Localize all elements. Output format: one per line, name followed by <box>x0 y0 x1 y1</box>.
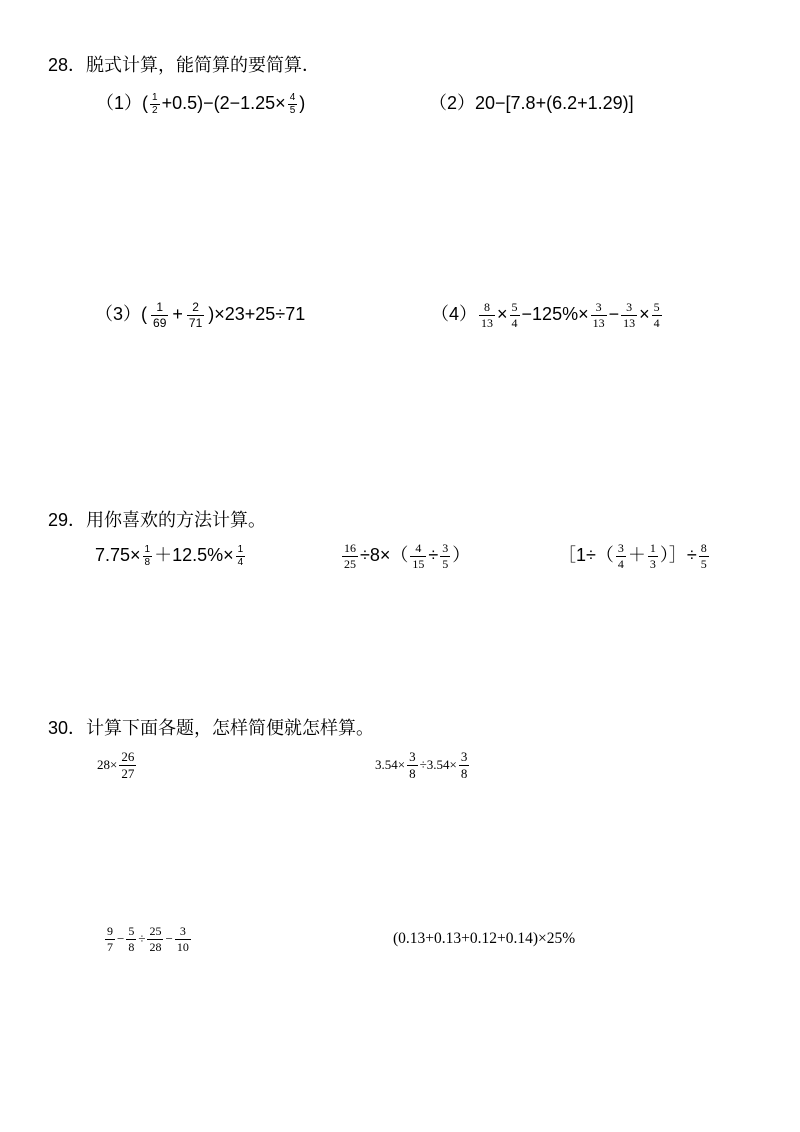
question-instruction: 计算下面各题，怎样简便就怎样算。 <box>86 718 375 738</box>
fraction <box>151 300 168 330</box>
q29-expression-2 <box>340 536 470 576</box>
question-number: 30． <box>48 718 87 738</box>
fraction-numerator: 3 <box>617 541 624 556</box>
fraction <box>288 92 298 117</box>
fraction-denominator: 8 <box>460 765 468 781</box>
fraction-numerator: 2 <box>187 300 204 315</box>
fraction-numerator: 4 <box>289 91 296 103</box>
fraction <box>440 541 450 571</box>
fraction <box>591 300 607 330</box>
fraction-denominator: 5 <box>289 104 296 116</box>
fraction-denominator: 13 <box>623 315 636 330</box>
fraction-denominator: 5 <box>700 556 707 571</box>
fraction-numerator: 8 <box>700 541 707 556</box>
fraction-denominator: 71 <box>188 315 203 330</box>
fraction <box>119 749 136 781</box>
expression-text: −125%× <box>521 304 589 325</box>
expression-text: 28× <box>97 757 118 773</box>
fraction <box>652 300 662 330</box>
fraction <box>621 300 637 330</box>
expression-text: ）］÷ <box>659 545 697 566</box>
q29-expression-1 <box>95 536 247 576</box>
expression-text: ) <box>299 93 306 114</box>
fraction-denominator: 13 <box>481 315 494 330</box>
fraction-numerator: 1 <box>151 300 168 315</box>
expression-text: − <box>608 304 620 325</box>
fraction <box>105 924 115 954</box>
fraction-numerator: 8 <box>479 300 495 315</box>
fraction <box>699 541 709 571</box>
fraction-denominator: 25 <box>344 556 356 571</box>
question-29-heading <box>48 508 266 532</box>
fraction <box>342 541 358 571</box>
item-label: （2） <box>429 93 476 114</box>
item-label: （1） <box>96 93 143 114</box>
expression-text: 20−[7.8+(6.2+1.29)] <box>475 93 634 114</box>
fraction-denominator: 8 <box>144 556 151 568</box>
fraction <box>407 749 418 781</box>
fraction <box>126 924 136 954</box>
fraction <box>147 924 163 954</box>
question-instruction: 用你喜欢的方法计算。 <box>86 510 267 530</box>
fraction-denominator: 5 <box>442 556 449 571</box>
fraction-numerator: 3 <box>591 300 607 315</box>
question-28-heading <box>48 53 320 77</box>
expression-text: ( <box>142 93 149 114</box>
fraction <box>479 300 495 330</box>
fraction-denominator: 4 <box>511 315 518 330</box>
fraction-denominator: 13 <box>592 315 605 330</box>
fraction-numerator: 4 <box>410 541 426 556</box>
item-label: （4） <box>431 304 478 325</box>
fraction <box>187 300 204 330</box>
expression-text: − <box>117 931 125 947</box>
fraction <box>150 92 160 117</box>
expression-text: ＋12.5%× <box>154 545 234 566</box>
q29-expression-3 <box>558 536 711 576</box>
q28-expression-4 <box>431 295 664 335</box>
item-label: （3） <box>95 304 142 325</box>
fraction-numerator: 16 <box>344 541 356 556</box>
fraction-denominator: 69 <box>153 315 167 330</box>
fraction <box>648 541 658 571</box>
fraction-numerator: 3 <box>442 541 449 556</box>
question-number: 28． <box>48 55 87 75</box>
fraction-denominator: 15 <box>412 556 425 571</box>
fraction-denominator: 7 <box>107 939 113 954</box>
expression-text: ＋ <box>627 545 646 566</box>
expression-text: ( <box>141 304 148 325</box>
q28-expression-1 <box>96 84 305 124</box>
expression-text: × <box>639 304 650 325</box>
fraction <box>616 541 626 571</box>
expression-text: ÷ <box>138 931 146 947</box>
expression-text: − <box>165 931 173 947</box>
fraction <box>236 544 246 569</box>
expression-text: )×23+25÷71 <box>208 304 306 325</box>
fraction-numerator: 3 <box>621 300 637 315</box>
fraction-numerator: 5 <box>653 300 660 315</box>
fraction <box>143 544 153 569</box>
fraction-denominator: 27 <box>121 765 135 781</box>
expression-text: ÷ <box>428 545 439 566</box>
fraction-numerator: 1 <box>649 541 656 556</box>
expression-text: × <box>497 304 508 325</box>
fraction-numerator: 1 <box>144 543 151 555</box>
q30-expression-1 <box>97 745 138 785</box>
fraction-denominator: 3 <box>649 556 656 571</box>
fraction-numerator: 5 <box>128 924 135 939</box>
fraction-denominator: 4 <box>237 556 244 568</box>
fraction-numerator: 3 <box>409 748 416 764</box>
fraction-denominator: 10 <box>176 939 189 954</box>
fraction-denominator: 4 <box>653 315 660 330</box>
fraction-numerator: 5 <box>511 300 518 315</box>
fraction-denominator: 4 <box>617 556 624 571</box>
fraction-denominator: 2 <box>152 104 158 116</box>
fraction-denominator: 28 <box>149 939 162 954</box>
fraction-numerator: 9 <box>107 924 113 939</box>
question-30-heading <box>48 716 374 740</box>
fraction-numerator: 26 <box>121 748 135 764</box>
fraction-numerator: 1 <box>152 91 158 103</box>
question-instruction: 脱式计算，能简算的要简算． <box>86 55 321 75</box>
expression-text: 3.54× <box>375 757 406 773</box>
q28-expression-2 <box>429 84 634 124</box>
fraction-numerator: 25 <box>149 924 162 939</box>
expression-text: ÷3.54× <box>419 757 457 773</box>
fraction <box>175 924 191 954</box>
q30-expression-3 <box>103 919 193 959</box>
fraction-denominator: 8 <box>128 939 135 954</box>
expression-text: (0.13+0.13+0.12+0.14)×25% <box>393 929 576 947</box>
expression-text: ［1÷（ <box>558 545 614 566</box>
fraction-denominator: 8 <box>409 765 416 781</box>
expression-text: 7.75× <box>95 545 141 566</box>
q30-expression-2 <box>375 745 471 785</box>
expression-text: ） <box>452 545 471 566</box>
expression-text: + <box>172 304 183 325</box>
fraction-numerator: 3 <box>175 924 191 939</box>
question-number: 29． <box>48 510 87 530</box>
fraction-numerator: 1 <box>237 543 244 555</box>
expression-text: +0.5)−(2−1.25× <box>161 93 286 114</box>
fraction-numerator: 3 <box>460 748 468 764</box>
fraction <box>410 541 426 571</box>
fraction <box>459 749 470 781</box>
expression-text: ÷8×（ <box>360 545 409 566</box>
q30-expression-4 <box>393 919 575 959</box>
fraction <box>510 300 520 330</box>
q28-expression-3 <box>95 295 305 335</box>
